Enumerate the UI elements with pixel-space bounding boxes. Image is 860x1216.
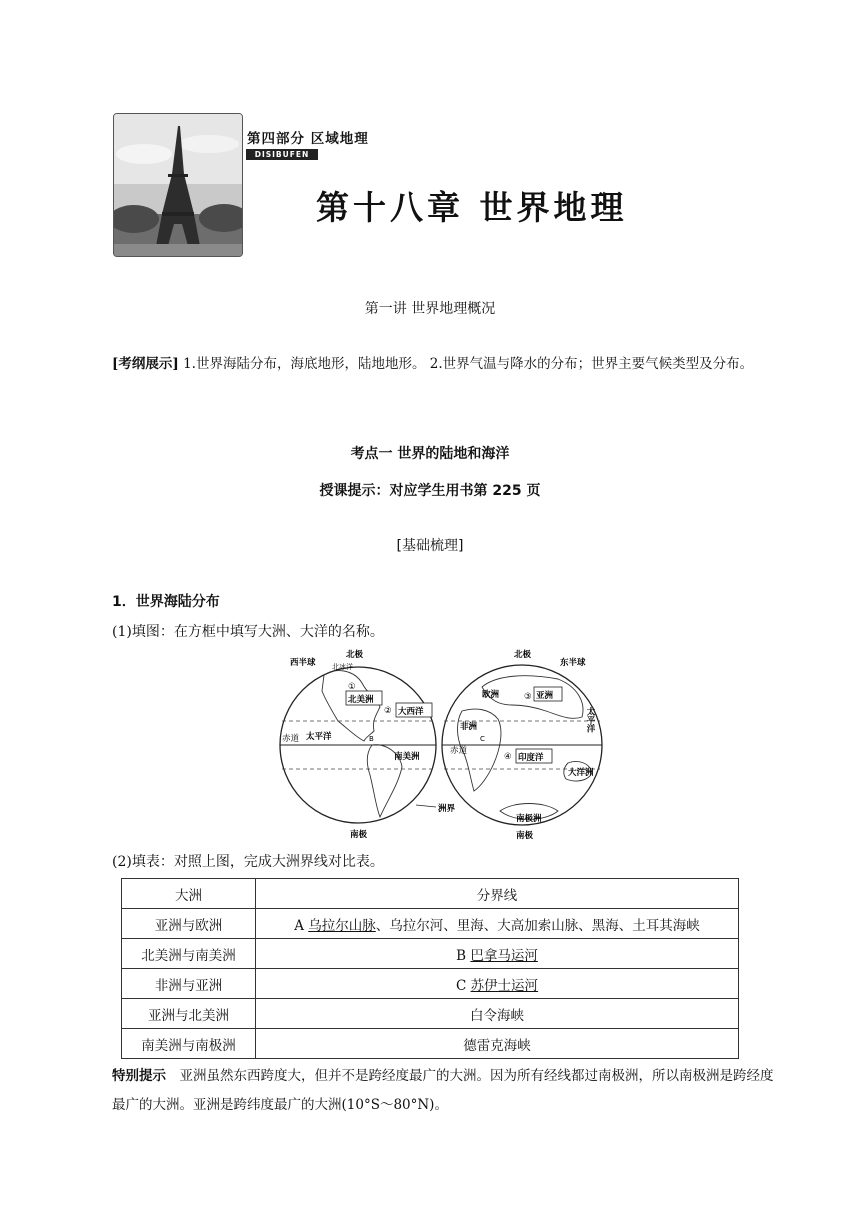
- label-equator-w: 赤道: [282, 734, 300, 744]
- label-n2: ②: [384, 706, 392, 716]
- label-indian: 印度洋: [518, 753, 544, 763]
- label-africa: 非洲: [460, 722, 478, 732]
- row-answer: 巴拿马运河: [470, 947, 538, 964]
- label-boundary: 洲界: [438, 804, 456, 814]
- east-hemisphere-globe: [442, 665, 602, 825]
- row-pair: 非洲与亚洲: [122, 969, 256, 999]
- row-pair: 北美洲与南美洲: [122, 939, 256, 969]
- label-antarctica: 南极洲: [516, 814, 542, 824]
- row-answer: 乌拉尔山脉: [308, 917, 376, 934]
- part-label: 第四部分 区域地理: [247, 131, 369, 147]
- lecture-title: 第一讲 世界地理概况: [364, 301, 496, 317]
- row-boundary: 德雷克海峡: [256, 1029, 739, 1059]
- label-south-america: 南美洲: [394, 752, 420, 762]
- label-south-pole-w: 南极: [350, 830, 368, 840]
- label-n4: ④: [504, 752, 512, 762]
- header-continent: 大洲: [122, 879, 256, 909]
- basic-heading: [基础梳理]: [396, 538, 464, 554]
- label-atlantic: 大西洋: [398, 707, 424, 717]
- row-boundary: C 苏伊士运河: [256, 969, 739, 999]
- label-c-mark: C: [480, 735, 485, 743]
- note-label: 特别提示: [112, 1068, 166, 1084]
- label-asia: 亚洲: [536, 691, 554, 701]
- row-boundary: 白令海峡: [256, 999, 739, 1029]
- item-1-heading: 1．世界海陆分布: [112, 594, 220, 610]
- boundary-table: [121, 878, 739, 1059]
- row-pair: 亚洲与北美洲: [122, 999, 256, 1029]
- item-1b: (2)填表：对照上图，完成大洲界线对比表。: [112, 854, 384, 870]
- table-row: [122, 1029, 739, 1059]
- eiffel-tower-photo: [113, 113, 243, 257]
- outline-text: 1.世界海陆分布，海底地形，陆地地形。 2.世界气温与降水的分布；世界主要气候类型及分布。: [178, 356, 754, 372]
- table-row: [122, 909, 739, 939]
- table-row: [122, 969, 739, 999]
- label-arctic-ocean: 北冰洋: [332, 663, 353, 671]
- world-map: [276, 645, 616, 845]
- note-text: 亚洲虽然东西跨度大，但并不是跨经度最广的大洲。因为所有经线都过南极洲，所以南极洲是跨经度最广的大洲。亚洲是跨纬度最广的大洲(10°S～80°N)。: [112, 1068, 774, 1113]
- label-n3: ③: [524, 692, 532, 702]
- label-south-pole-e: 南极: [516, 831, 534, 841]
- outline-label: [考纲展示]: [112, 356, 179, 372]
- item-1a: (1)填图：在方框中填写大洲、大洋的名称。: [112, 624, 384, 640]
- chapter-title: 第十八章 世界地理: [316, 188, 628, 227]
- header-boundary: 分界线: [256, 879, 739, 909]
- row-boundary: B 巴拿马运河: [256, 939, 739, 969]
- label-pacific-e: 太平洋: [585, 707, 595, 733]
- table-row: [122, 999, 739, 1029]
- table-header-row: [122, 879, 739, 909]
- exam-outline: [112, 350, 780, 379]
- point-title: 考点一 世界的陆地和海洋: [350, 446, 510, 462]
- label-oceania: 大洋洲: [568, 768, 594, 778]
- label-north-pole-w: 北极: [346, 650, 364, 660]
- label-east-hemisphere: 东半球: [560, 658, 586, 668]
- label-pacific-w: 太平洋: [306, 732, 332, 742]
- west-hemisphere-globe: [280, 667, 436, 823]
- label-n1: ①: [348, 682, 356, 692]
- label-west-hemisphere: 西半球: [290, 658, 316, 668]
- row-pair: 南美洲与南极洲: [122, 1029, 256, 1059]
- lesson-tip: 授课提示：对应学生用书第 225 页: [319, 483, 541, 499]
- label-b-mark: B: [369, 735, 374, 743]
- row-pair: 亚洲与欧洲: [122, 909, 256, 939]
- part-tag: DISIBUFEN: [246, 149, 318, 160]
- label-north-pole-e: 北极: [514, 650, 532, 660]
- special-note: [112, 1062, 780, 1120]
- row-answer: 苏伊士运河: [470, 977, 539, 994]
- row-boundary: A 乌拉尔山脉、乌拉尔河、里海、大高加索山脉、黑海、土耳其海峡: [256, 909, 739, 939]
- label-equator-e: 赤道: [450, 746, 468, 756]
- label-europe: 欧洲: [482, 690, 500, 700]
- table-row: [122, 939, 739, 969]
- label-north-america: 北美洲: [348, 695, 374, 705]
